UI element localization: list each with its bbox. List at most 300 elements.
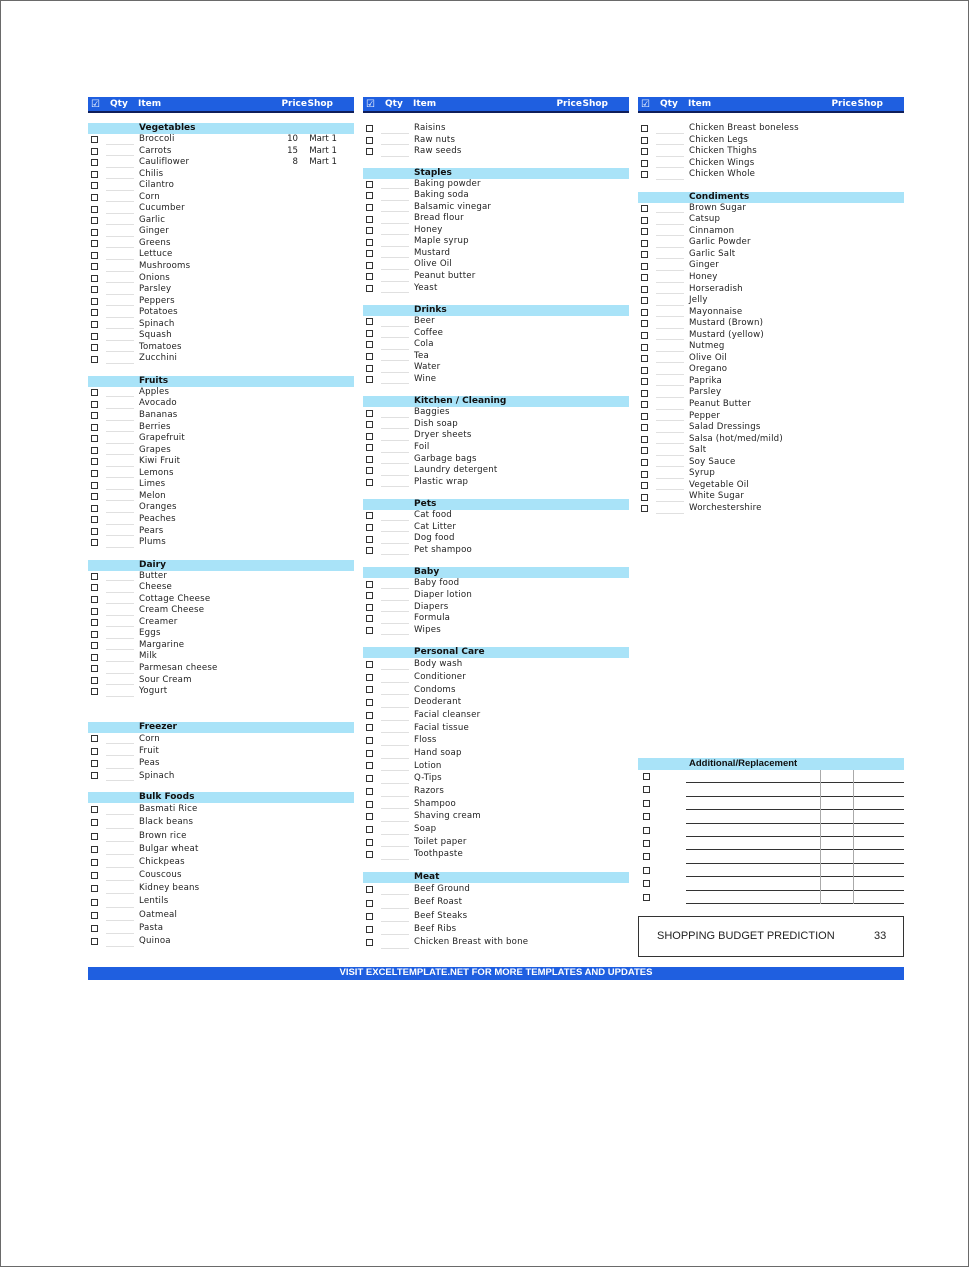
qty-field[interactable] — [381, 707, 409, 708]
qty-field[interactable] — [106, 340, 134, 341]
qty-field[interactable] — [656, 501, 684, 502]
qty-field[interactable] — [656, 339, 684, 340]
qty-field[interactable] — [106, 155, 134, 156]
qty-field[interactable] — [656, 374, 684, 375]
item-checkbox[interactable] — [91, 665, 98, 672]
additional-row[interactable] — [638, 850, 904, 863]
qty-field[interactable] — [656, 316, 684, 317]
qty-field[interactable] — [381, 223, 409, 224]
item-checkbox[interactable] — [641, 355, 648, 362]
item-checkbox[interactable] — [641, 297, 648, 304]
item-checkbox[interactable] — [91, 424, 98, 431]
item-checkbox[interactable] — [91, 298, 98, 305]
qty-field[interactable] — [656, 282, 684, 283]
item-checkbox[interactable] — [91, 833, 98, 840]
additional-row[interactable] — [638, 810, 904, 823]
qty-field[interactable] — [381, 745, 409, 746]
item-checkbox[interactable] — [91, 194, 98, 201]
qty-field[interactable] — [381, 417, 409, 418]
qty-field[interactable] — [106, 420, 134, 421]
additional-checkbox[interactable] — [643, 867, 650, 874]
item-checkbox[interactable] — [91, 263, 98, 270]
item-checkbox[interactable] — [91, 846, 98, 853]
qty-field[interactable] — [381, 531, 409, 532]
qty-field[interactable] — [106, 431, 134, 432]
qty-field[interactable] — [106, 500, 134, 501]
qty-field[interactable] — [381, 211, 409, 212]
qty-field[interactable] — [106, 408, 134, 409]
item-checkbox[interactable] — [641, 332, 648, 339]
qty-field[interactable] — [381, 337, 409, 338]
qty-field[interactable] — [106, 351, 134, 352]
item-checkbox[interactable] — [91, 344, 98, 351]
qty-field[interactable] — [106, 247, 134, 248]
qty-field[interactable] — [381, 156, 409, 157]
qty-field[interactable] — [106, 780, 134, 781]
item-checkbox[interactable] — [366, 273, 373, 280]
item-checkbox[interactable] — [366, 376, 373, 383]
item-checkbox[interactable] — [366, 737, 373, 744]
item-checkbox[interactable] — [366, 775, 373, 782]
qty-field[interactable] — [106, 363, 134, 364]
qty-field[interactable] — [381, 796, 409, 797]
qty-field[interactable] — [381, 611, 409, 612]
qty-field[interactable] — [381, 758, 409, 759]
qty-field[interactable] — [656, 167, 684, 168]
qty-field[interactable] — [106, 396, 134, 397]
item-checkbox[interactable] — [91, 748, 98, 755]
qty-field[interactable] — [106, 294, 134, 295]
qty-field[interactable] — [106, 684, 134, 685]
item-checkbox[interactable] — [366, 204, 373, 211]
item-checkbox[interactable] — [366, 250, 373, 257]
item-checkbox[interactable] — [366, 604, 373, 611]
item-checkbox[interactable] — [366, 615, 373, 622]
item-checkbox[interactable] — [641, 217, 648, 224]
item-checkbox[interactable] — [366, 456, 373, 463]
additional-checkbox[interactable] — [643, 894, 650, 901]
qty-field[interactable] — [381, 188, 409, 189]
item-checkbox[interactable] — [91, 872, 98, 879]
item-checkbox[interactable] — [366, 851, 373, 858]
item-checkbox[interactable] — [91, 171, 98, 178]
qty-field[interactable] — [656, 270, 684, 271]
qty-field[interactable] — [381, 732, 409, 733]
item-checkbox[interactable] — [91, 275, 98, 282]
item-checkbox[interactable] — [91, 760, 98, 767]
item-checkbox[interactable] — [366, 239, 373, 246]
qty-field[interactable] — [106, 328, 134, 329]
additional-row[interactable] — [638, 891, 904, 904]
qty-field[interactable] — [381, 428, 409, 429]
qty-field[interactable] — [106, 213, 134, 214]
item-checkbox[interactable] — [366, 801, 373, 808]
item-checkbox[interactable] — [366, 148, 373, 155]
qty-field[interactable] — [656, 362, 684, 363]
item-checkbox[interactable] — [641, 286, 648, 293]
item-checkbox[interactable] — [91, 217, 98, 224]
additional-checkbox[interactable] — [643, 773, 650, 780]
item-checkbox[interactable] — [91, 229, 98, 236]
item-checkbox[interactable] — [366, 839, 373, 846]
additional-row[interactable] — [638, 824, 904, 837]
item-checkbox[interactable] — [91, 806, 98, 813]
additional-checkbox[interactable] — [643, 840, 650, 847]
qty-field[interactable] — [381, 246, 409, 247]
qty-field[interactable] — [106, 933, 134, 934]
qty-field[interactable] — [656, 513, 684, 514]
qty-field[interactable] — [106, 768, 134, 769]
qty-field[interactable] — [106, 592, 134, 593]
qty-field[interactable] — [381, 543, 409, 544]
qty-field[interactable] — [381, 783, 409, 784]
additional-row[interactable] — [638, 797, 904, 810]
qty-field[interactable] — [106, 443, 134, 444]
qty-field[interactable] — [381, 770, 409, 771]
qty-field[interactable] — [381, 720, 409, 721]
item-checkbox[interactable] — [91, 505, 98, 512]
item-checkbox[interactable] — [641, 228, 648, 235]
item-checkbox[interactable] — [366, 686, 373, 693]
qty-field[interactable] — [381, 834, 409, 835]
qty-field[interactable] — [106, 814, 134, 815]
item-checkbox[interactable] — [91, 859, 98, 866]
additional-checkbox[interactable] — [643, 813, 650, 820]
qty-field[interactable] — [106, 271, 134, 272]
additional-row[interactable] — [638, 770, 904, 783]
qty-field[interactable] — [106, 638, 134, 639]
item-checkbox[interactable] — [641, 401, 648, 408]
qty-field[interactable] — [106, 259, 134, 260]
additional-row[interactable] — [638, 837, 904, 850]
qty-field[interactable] — [381, 520, 409, 521]
item-checkbox[interactable] — [91, 573, 98, 580]
item-checkbox[interactable] — [366, 699, 373, 706]
item-checkbox[interactable] — [91, 458, 98, 465]
qty-field[interactable] — [106, 696, 134, 697]
item-checkbox[interactable] — [366, 318, 373, 325]
item-checkbox[interactable] — [641, 436, 648, 443]
item-checkbox[interactable] — [91, 885, 98, 892]
item-checkbox[interactable] — [91, 516, 98, 523]
item-checkbox[interactable] — [91, 899, 98, 906]
qty-field[interactable] — [106, 454, 134, 455]
qty-field[interactable] — [656, 397, 684, 398]
item-checkbox[interactable] — [641, 205, 648, 212]
qty-field[interactable] — [381, 934, 409, 935]
qty-field[interactable] — [381, 894, 409, 895]
item-checkbox[interactable] — [366, 285, 373, 292]
qty-field[interactable] — [381, 200, 409, 201]
qty-field[interactable] — [656, 432, 684, 433]
qty-field[interactable] — [381, 281, 409, 282]
item-checkbox[interactable] — [91, 447, 98, 454]
item-checkbox[interactable] — [641, 160, 648, 167]
qty-field[interactable] — [106, 201, 134, 202]
item-checkbox[interactable] — [91, 584, 98, 591]
qty-field[interactable] — [106, 893, 134, 894]
item-checkbox[interactable] — [91, 321, 98, 328]
qty-field[interactable] — [106, 512, 134, 513]
qty-field[interactable] — [381, 383, 409, 384]
qty-field[interactable] — [106, 477, 134, 478]
qty-field[interactable] — [381, 694, 409, 695]
qty-field[interactable] — [381, 554, 409, 555]
item-checkbox[interactable] — [641, 274, 648, 281]
qty-field[interactable] — [656, 385, 684, 386]
item-checkbox[interactable] — [641, 447, 648, 454]
qty-field[interactable] — [381, 948, 409, 949]
item-checkbox[interactable] — [366, 524, 373, 531]
item-checkbox[interactable] — [91, 819, 98, 826]
qty-field[interactable] — [106, 626, 134, 627]
qty-field[interactable] — [381, 486, 409, 487]
item-checkbox[interactable] — [91, 772, 98, 779]
qty-field[interactable] — [381, 326, 409, 327]
item-checkbox[interactable] — [366, 365, 373, 372]
item-checkbox[interactable] — [91, 401, 98, 408]
item-checkbox[interactable] — [366, 536, 373, 543]
qty-field[interactable] — [656, 478, 684, 479]
item-checkbox[interactable] — [91, 925, 98, 932]
qty-field[interactable] — [656, 179, 684, 180]
item-checkbox[interactable] — [91, 136, 98, 143]
item-checkbox[interactable] — [641, 344, 648, 351]
item-checkbox[interactable] — [366, 227, 373, 234]
qty-field[interactable] — [106, 828, 134, 829]
qty-field[interactable] — [381, 821, 409, 822]
qty-field[interactable] — [106, 673, 134, 674]
qty-field[interactable] — [106, 661, 134, 662]
item-checkbox[interactable] — [366, 330, 373, 337]
qty-field[interactable] — [381, 908, 409, 909]
item-checkbox[interactable] — [91, 435, 98, 442]
qty-field[interactable] — [656, 224, 684, 225]
item-checkbox[interactable] — [641, 413, 648, 420]
qty-field[interactable] — [106, 190, 134, 191]
item-checkbox[interactable] — [91, 356, 98, 363]
qty-field[interactable] — [656, 455, 684, 456]
qty-field[interactable] — [106, 489, 134, 490]
additional-checkbox[interactable] — [643, 827, 650, 834]
item-checkbox[interactable] — [641, 378, 648, 385]
additional-row[interactable] — [638, 783, 904, 796]
item-checkbox[interactable] — [91, 596, 98, 603]
item-checkbox[interactable] — [91, 539, 98, 546]
qty-field[interactable] — [381, 623, 409, 624]
qty-field[interactable] — [656, 212, 684, 213]
qty-field[interactable] — [656, 466, 684, 467]
item-checkbox[interactable] — [641, 494, 648, 501]
item-checkbox[interactable] — [641, 309, 648, 316]
item-checkbox[interactable] — [91, 240, 98, 247]
item-checkbox[interactable] — [91, 677, 98, 684]
item-checkbox[interactable] — [366, 627, 373, 634]
item-checkbox[interactable] — [641, 263, 648, 270]
item-checkbox[interactable] — [366, 592, 373, 599]
qty-field[interactable] — [381, 634, 409, 635]
item-checkbox[interactable] — [641, 240, 648, 247]
item-checkbox[interactable] — [641, 137, 648, 144]
item-checkbox[interactable] — [366, 262, 373, 269]
qty-field[interactable] — [106, 946, 134, 947]
item-checkbox[interactable] — [366, 900, 373, 907]
item-checkbox[interactable] — [366, 181, 373, 188]
item-checkbox[interactable] — [91, 642, 98, 649]
qty-field[interactable] — [381, 349, 409, 350]
qty-field[interactable] — [106, 547, 134, 548]
item-checkbox[interactable] — [366, 886, 373, 893]
item-checkbox[interactable] — [91, 688, 98, 695]
item-checkbox[interactable] — [366, 137, 373, 144]
item-checkbox[interactable] — [641, 367, 648, 374]
item-checkbox[interactable] — [91, 148, 98, 155]
qty-field[interactable] — [106, 535, 134, 536]
item-checkbox[interactable] — [366, 581, 373, 588]
item-checkbox[interactable] — [91, 631, 98, 638]
item-checkbox[interactable] — [641, 482, 648, 489]
item-checkbox[interactable] — [91, 286, 98, 293]
qty-field[interactable] — [381, 588, 409, 589]
item-checkbox[interactable] — [641, 171, 648, 178]
qty-field[interactable] — [656, 305, 684, 306]
item-checkbox[interactable] — [366, 125, 373, 132]
qty-field[interactable] — [106, 649, 134, 650]
item-checkbox[interactable] — [641, 251, 648, 258]
additional-row[interactable] — [638, 877, 904, 890]
item-checkbox[interactable] — [366, 421, 373, 428]
qty-field[interactable] — [381, 292, 409, 293]
item-checkbox[interactable] — [91, 482, 98, 489]
item-checkbox[interactable] — [366, 661, 373, 668]
qty-field[interactable] — [381, 144, 409, 145]
item-checkbox[interactable] — [641, 125, 648, 132]
item-checkbox[interactable] — [366, 433, 373, 440]
item-checkbox[interactable] — [91, 159, 98, 166]
item-checkbox[interactable] — [91, 735, 98, 742]
item-checkbox[interactable] — [366, 467, 373, 474]
qty-field[interactable] — [381, 475, 409, 476]
item-checkbox[interactable] — [91, 912, 98, 919]
item-checkbox[interactable] — [91, 309, 98, 316]
qty-field[interactable] — [381, 360, 409, 361]
qty-field[interactable] — [381, 133, 409, 134]
qty-field[interactable] — [106, 236, 134, 237]
item-checkbox[interactable] — [91, 493, 98, 500]
item-checkbox[interactable] — [91, 252, 98, 259]
item-checkbox[interactable] — [366, 926, 373, 933]
qty-field[interactable] — [656, 328, 684, 329]
qty-field[interactable] — [106, 603, 134, 604]
item-checkbox[interactable] — [91, 206, 98, 213]
qty-field[interactable] — [656, 489, 684, 490]
qty-field[interactable] — [381, 257, 409, 258]
qty-field[interactable] — [381, 269, 409, 270]
item-checkbox[interactable] — [641, 320, 648, 327]
footer-banner[interactable]: VISIT EXCELTEMPLATE.NET FOR MORE TEMPLATES AND UPDATES — [88, 967, 904, 980]
item-checkbox[interactable] — [366, 674, 373, 681]
qty-field[interactable] — [106, 178, 134, 179]
additional-checkbox[interactable] — [643, 800, 650, 807]
additional-row[interactable] — [638, 864, 904, 877]
qty-field[interactable] — [106, 867, 134, 868]
qty-field[interactable] — [106, 317, 134, 318]
qty-field[interactable] — [381, 669, 409, 670]
item-checkbox[interactable] — [641, 148, 648, 155]
qty-field[interactable] — [381, 921, 409, 922]
item-checkbox[interactable] — [366, 192, 373, 199]
item-checkbox[interactable] — [366, 762, 373, 769]
item-checkbox[interactable] — [91, 938, 98, 945]
item-checkbox[interactable] — [91, 619, 98, 626]
item-checkbox[interactable] — [366, 547, 373, 554]
item-checkbox[interactable] — [91, 389, 98, 396]
item-checkbox[interactable] — [366, 512, 373, 519]
qty-field[interactable] — [106, 167, 134, 168]
item-checkbox[interactable] — [366, 341, 373, 348]
item-checkbox[interactable] — [366, 826, 373, 833]
qty-field[interactable] — [106, 580, 134, 581]
item-checkbox[interactable] — [366, 216, 373, 223]
qty-field[interactable] — [656, 420, 684, 421]
item-checkbox[interactable] — [366, 913, 373, 920]
qty-field[interactable] — [381, 600, 409, 601]
item-checkbox[interactable] — [366, 788, 373, 795]
item-checkbox[interactable] — [91, 412, 98, 419]
qty-field[interactable] — [381, 859, 409, 860]
qty-field[interactable] — [656, 156, 684, 157]
qty-field[interactable] — [106, 224, 134, 225]
qty-field[interactable] — [106, 282, 134, 283]
item-checkbox[interactable] — [641, 459, 648, 466]
qty-field[interactable] — [381, 463, 409, 464]
item-checkbox[interactable] — [641, 390, 648, 397]
item-checkbox[interactable] — [641, 424, 648, 431]
item-checkbox[interactable] — [366, 939, 373, 946]
item-checkbox[interactable] — [91, 654, 98, 661]
item-checkbox[interactable] — [641, 471, 648, 478]
qty-field[interactable] — [656, 258, 684, 259]
qty-field[interactable] — [106, 305, 134, 306]
qty-field[interactable] — [106, 907, 134, 908]
item-checkbox[interactable] — [366, 750, 373, 757]
qty-field[interactable] — [381, 682, 409, 683]
qty-field[interactable] — [656, 144, 684, 145]
qty-field[interactable] — [106, 841, 134, 842]
additional-line[interactable] — [686, 903, 904, 904]
additional-checkbox[interactable] — [643, 853, 650, 860]
qty-field[interactable] — [381, 452, 409, 453]
item-checkbox[interactable] — [91, 528, 98, 535]
qty-field[interactable] — [106, 854, 134, 855]
item-checkbox[interactable] — [366, 479, 373, 486]
qty-field[interactable] — [106, 920, 134, 921]
qty-field[interactable] — [106, 615, 134, 616]
qty-field[interactable] — [106, 880, 134, 881]
item-checkbox[interactable] — [91, 333, 98, 340]
qty-field[interactable] — [656, 235, 684, 236]
qty-field[interactable] — [656, 133, 684, 134]
qty-field[interactable] — [381, 846, 409, 847]
qty-field[interactable] — [106, 144, 134, 145]
qty-field[interactable] — [656, 409, 684, 410]
item-checkbox[interactable] — [641, 505, 648, 512]
qty-field[interactable] — [106, 755, 134, 756]
qty-field[interactable] — [656, 351, 684, 352]
item-checkbox[interactable] — [91, 608, 98, 615]
qty-field[interactable] — [106, 743, 134, 744]
item-checkbox[interactable] — [366, 813, 373, 820]
